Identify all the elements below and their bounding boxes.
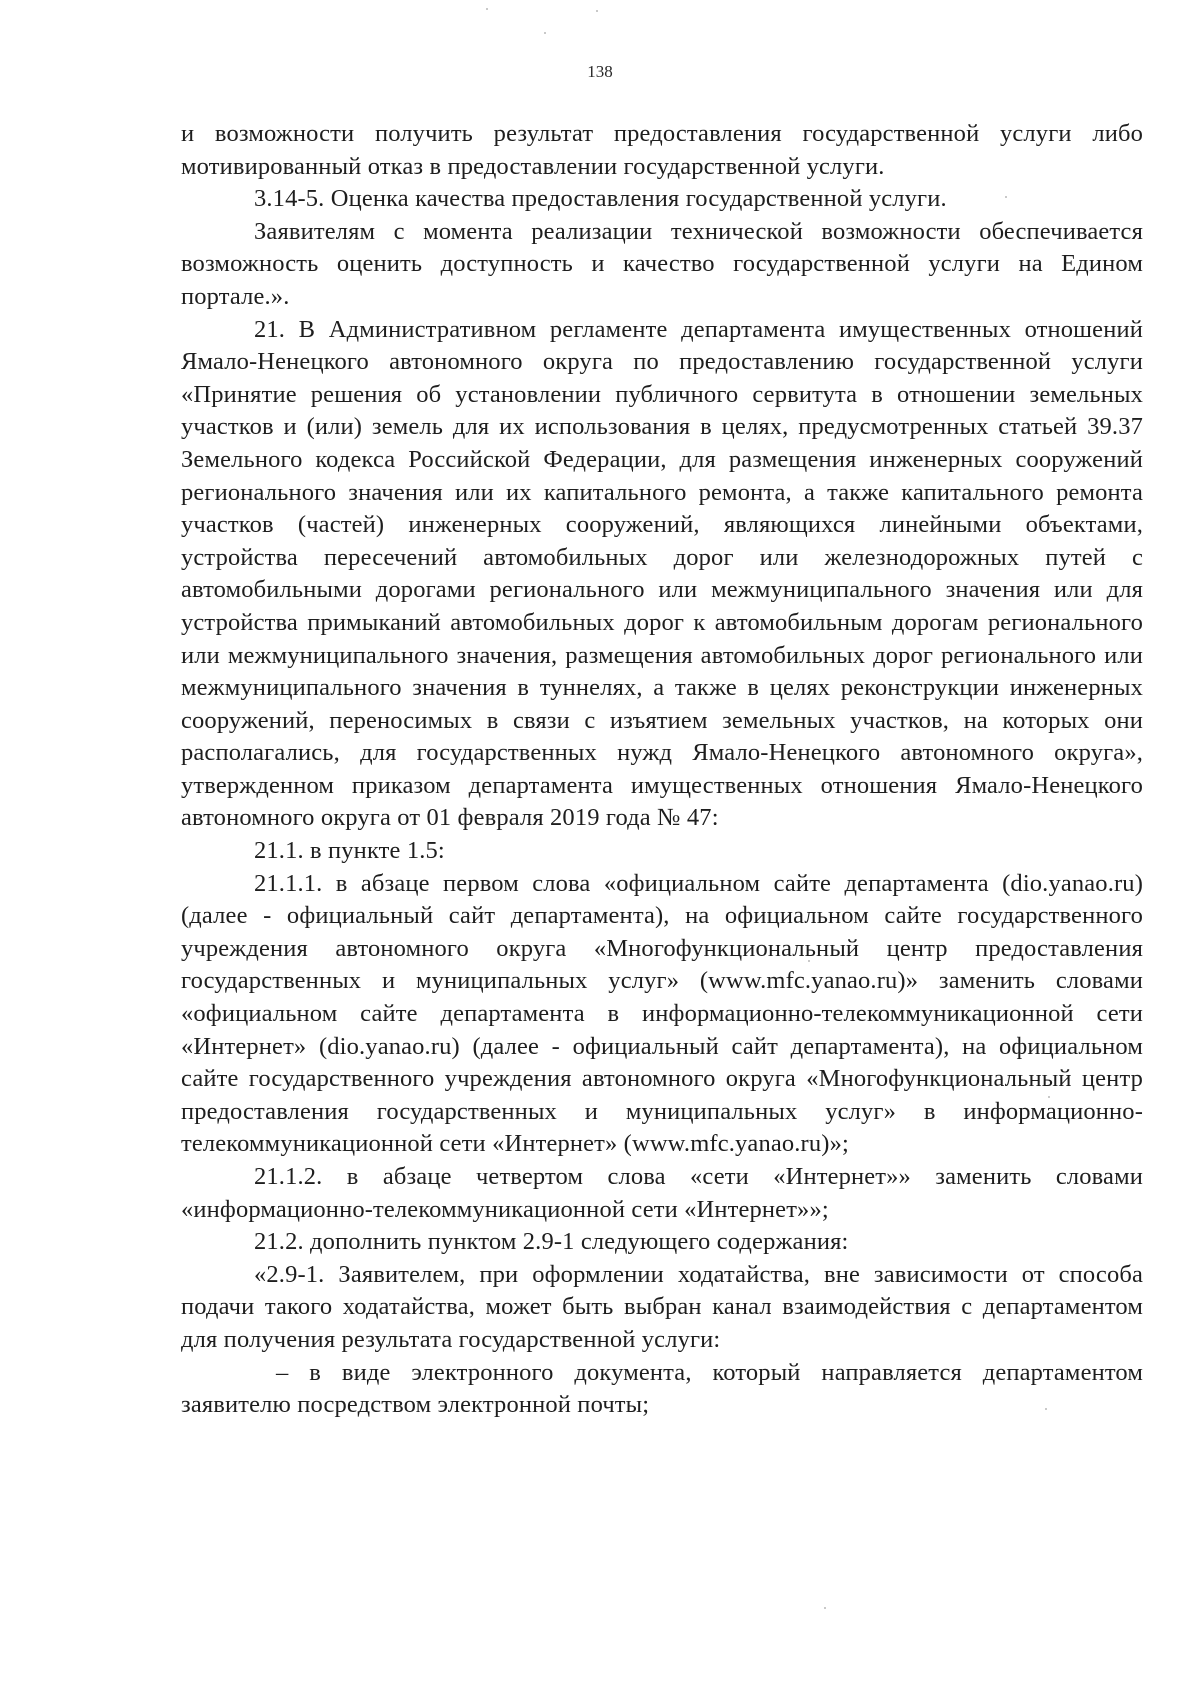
item-21-2: 21.2. дополнить пунктом 2.9-1 следующего содержания: [254, 1228, 849, 1256]
item-21-1: 21.1. в пункте 1.5: [254, 837, 445, 865]
scan-speck [596, 10, 598, 12]
scan-speck [486, 8, 488, 10]
paragraph-continuation: и возможности получить результат предоставления государственной услуги либо мотивированный отказ в предоставлении государственной услуги. [181, 120, 1143, 180]
scan-speck [544, 32, 546, 34]
item-21-1-2: 21.1.2. в абзаце четвертом слова «сети «Интернет»» заменить словами «информационно-телекоммуникационной сети «Интернет»»; [181, 1163, 1143, 1223]
item-2-9-1: «2.9-1. Заявителем, при оформлении ходатайства, вне зависимости от способа подачи такого ходатайства, может быть выбран канал взаимодействия с департаментом для получения результата государственной услуги: [181, 1260, 1143, 1353]
item-21-1-1: 21.1.1. в абзаце первом слова «официальном сайте департамента (dio.yanao.ru) (далее - официальный сайт департамента), на официальном сайте государственного учреждения автономного округа «Многофункциональный центр предоставления государственных и муниципальных услуг» (www.mfc.yanao.ru)» заменить словами «официальном сайте департамента в информационно-телекоммуникационной сети «Интернет» (dio.yanao.ru) (далее - официальный сайт департамента), на официальном сайте государственного учреждения автономного округа «Многофункциональный центр предоставления государственных и муниципальных услуг» в информационно-телекоммуникационной сети «Интернет» (www.mfc.yanao.ru)»; [181, 869, 1143, 1158]
paragraph: Заявителям с момента реализации технической возможности обеспечивается возможность оценить доступность и качество государственной услуги на Едином портале.». [181, 217, 1143, 310]
list-item-electronic-document: – в виде электронного документа, который направляется департаментом заявителю посредством электронной почты; [181, 1358, 1143, 1419]
page-number: 138 [587, 62, 613, 81]
item-21: 21. В Административном регламенте департамента имущественных отношений Ямало-Ненецкого автономного округа по предоставлению государственной услуги «Принятие решения об установлении публичного сервитута в отношении земельных участков и (или) земель для их использования в целях, предусмотренных статьей 39.37 Земельного кодекса Российской Федерации, для размещения инженерных сооружений регионального значения или их капитального ремонта, а также капитального ремонта участков (частей) инженерных сооружений, являющихся линейными объектами, устройства пересечений автомобильных дорог или железнодорожных путей с автомобильными дорогами регионального или межмуниципального значения или для устройства примыканий автомобильных дорог к автомобильным дорогам регионального или межмуниципального значения, размещения автомобильных дорог регионального или межмуниципального значения в туннелях, а также в целях реконструкции инженерных сооружений, переносимых в связи с изъятием земельных участков, на которых они располагались, для государственных нужд Ямало-Ненецкого автономного округа», утвержденном приказом департамента имущественных отношения Ямало-Ненецкого автономного округа от 01 февраля 2019 года № 47: [181, 315, 1143, 832]
section-heading-3-14-5: 3.14-5. Оценка качества предоставления государственной услуги. [254, 185, 947, 213]
document-body [181, 118, 1143, 1422]
scan-speck [824, 1607, 826, 1609]
